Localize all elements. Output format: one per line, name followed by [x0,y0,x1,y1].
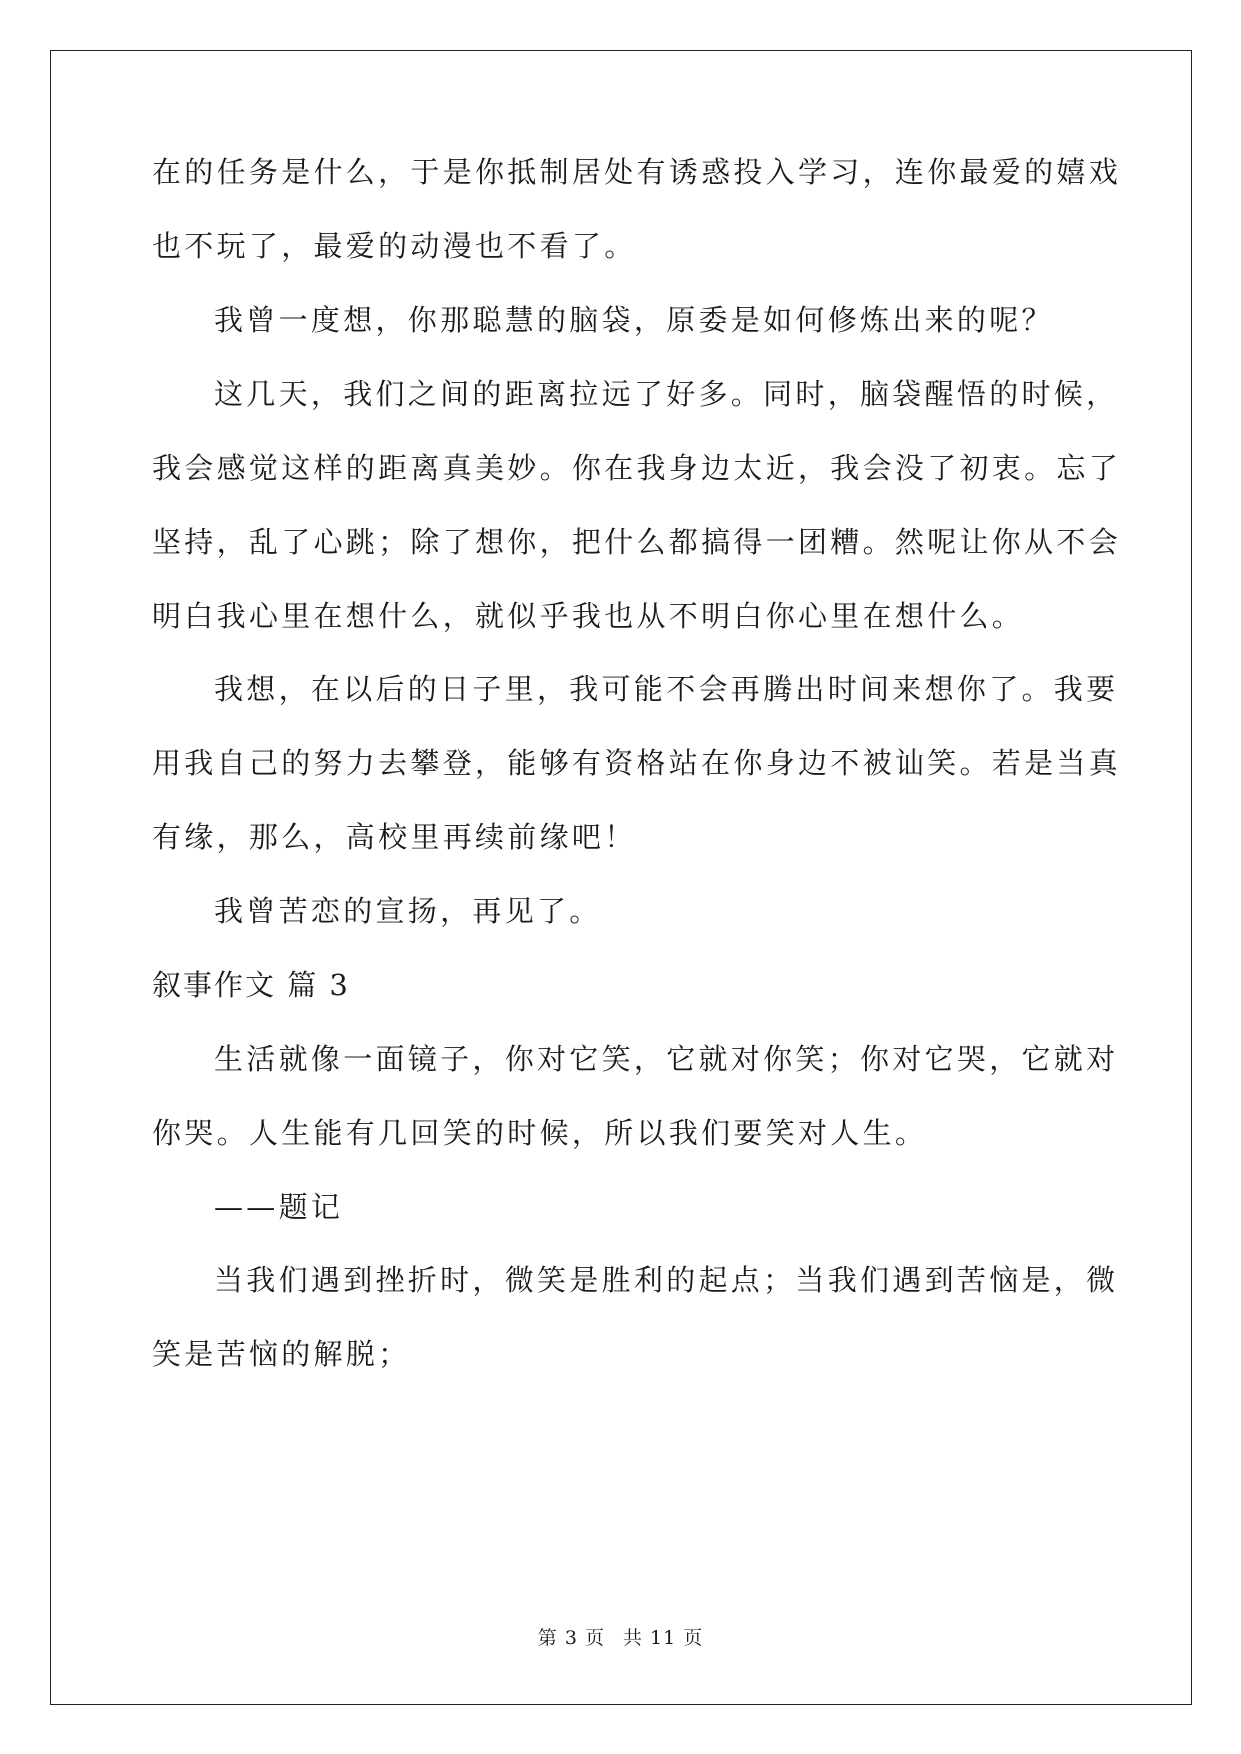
paragraph-line: 我曾一度想，你那聪慧的脑袋，原委是如何修炼出来的呢？ [214,303,1054,337]
paragraph-line: 有缘，那么，高校里再续前缘吧！ [152,820,637,854]
paragraph-line: 生活就像一面镜子，你对它笑，它就对你笑；你对它哭，它就对 [214,1042,1119,1076]
epigraph-signature: ——题记 [214,1190,344,1224]
paragraph-line: 也不玩了，最爱的动漫也不看了。 [152,229,637,263]
paragraph-line: 坚持，乱了心跳；除了想你，把什么都搞得一团糟。然呢让你从不会 [152,525,1122,559]
paragraph-line: 你哭。人生能有几回笑的时候，所以我们要笑对人生。 [152,1116,928,1150]
paragraph-line: 在的任务是什么，于是你抵制居处有诱惑投入学习，连你最爱的嬉戏 [152,155,1122,189]
paragraph-line: 笑是苦恼的解脱； [152,1337,411,1371]
paragraph-line: 我曾苦恋的宣扬，再见了。 [214,894,602,928]
page-footer [0,1626,1241,1650]
page-number: 第 3 页 [537,1627,605,1649]
page-total: 共 11 页 [622,1627,704,1649]
paragraph-line: 明白我心里在想什么，就似乎我也从不明白你心里在想什么。 [152,599,1025,633]
paragraph-line: 用我自己的努力去攀登，能够有资格站在你身边不被讪笑。若是当真 [152,746,1122,780]
section-heading: 叙事作文 篇 3 [152,968,350,1002]
page-border [50,50,1192,1705]
paragraph-line: 我会感觉这样的距离真美妙。你在我身边太近，我会没了初衷。忘了 [152,451,1122,485]
paragraph-line: 我想，在以后的日子里，我可能不会再腾出时间来想你了。我要 [214,672,1119,706]
paragraph-line: 当我们遇到挫折时，微笑是胜利的起点；当我们遇到苦恼是，微 [214,1263,1119,1297]
paragraph-line: 这几天，我们之间的距离拉远了好多。同时，脑袋醒悟的时候， [214,377,1119,411]
